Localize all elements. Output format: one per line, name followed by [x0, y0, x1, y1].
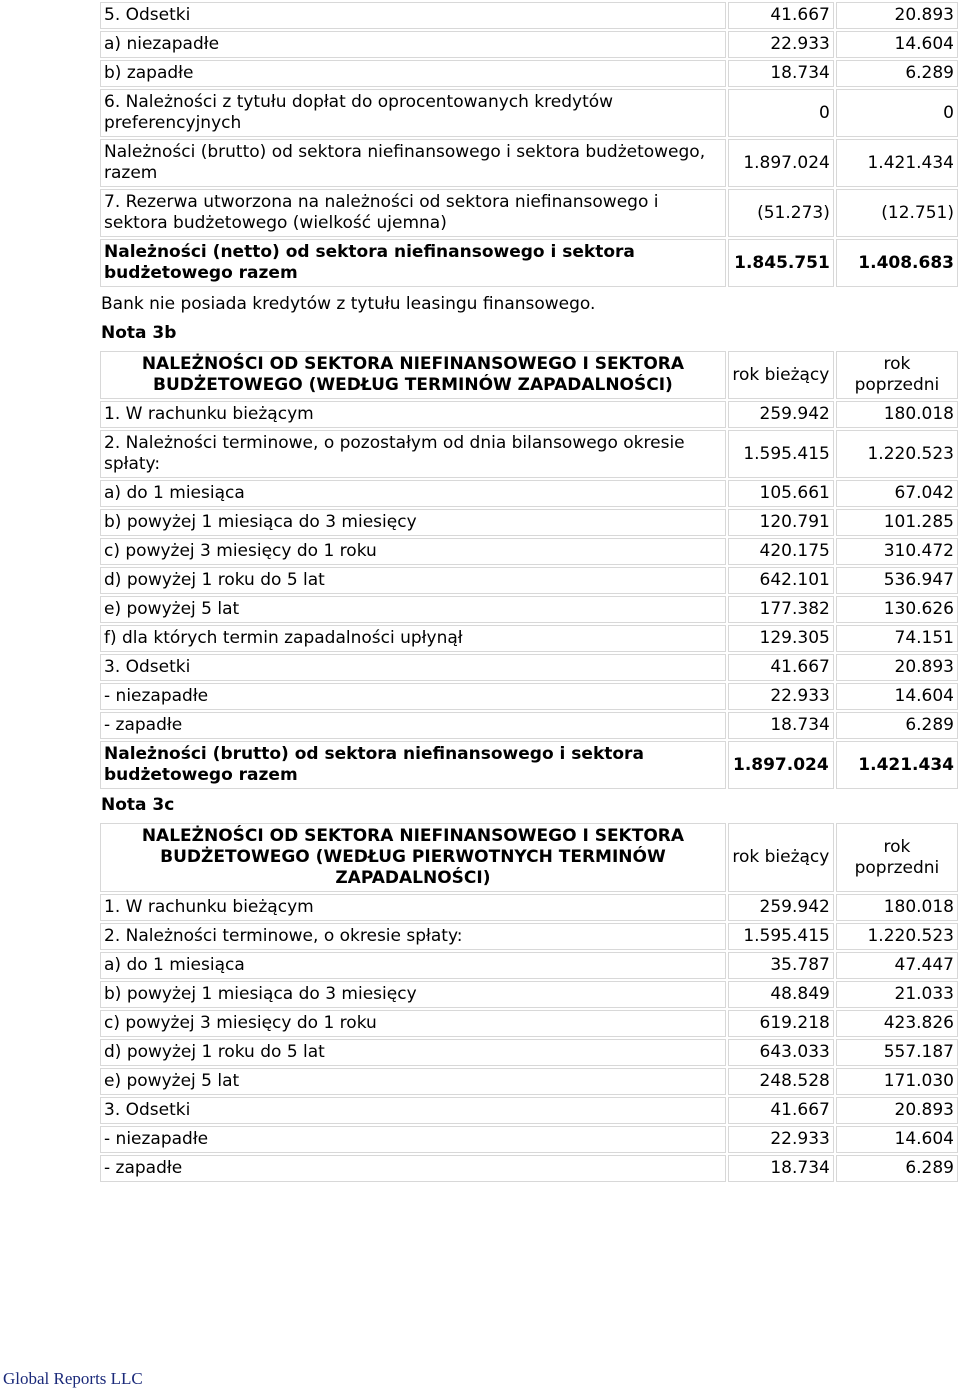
row-label: 1. W rachunku bieżącym [100, 894, 726, 921]
top-table [98, 0, 960, 289]
nota-3c-label: Nota 3c [101, 795, 175, 815]
table-row [100, 538, 958, 565]
table-row [100, 894, 958, 921]
value-current: 41.667 [728, 2, 834, 29]
row-label: e) powyżej 5 lat [100, 1068, 726, 1095]
value-current: 48.849 [728, 981, 834, 1008]
value-previous: 6.289 [836, 712, 958, 739]
column-header-current: rok bieżący [728, 823, 834, 892]
value-current: 18.734 [728, 60, 834, 87]
value-current: 18.734 [728, 1155, 834, 1182]
value-current: 642.101 [728, 567, 834, 594]
table-row [100, 1155, 958, 1182]
column-header-previous: rok poprzedni [836, 351, 958, 399]
value-previous: 180.018 [836, 894, 958, 921]
value-current: 129.305 [728, 625, 834, 652]
table-row-total [100, 239, 958, 287]
table-header-row [100, 351, 958, 399]
nota-3c-table [98, 821, 960, 1184]
value-current: 22.933 [728, 683, 834, 710]
nota-3b-label: Nota 3b [101, 323, 177, 343]
value-previous: 1.408.683 [836, 239, 958, 287]
value-current: 259.942 [728, 401, 834, 428]
row-label: d) powyżej 1 roku do 5 lat [100, 1039, 726, 1066]
table-row [100, 401, 958, 428]
table-row [100, 1039, 958, 1066]
row-label: a) do 1 miesiąca [100, 952, 726, 979]
table-row [100, 139, 958, 187]
value-previous: 171.030 [836, 1068, 958, 1095]
table-row [100, 2, 958, 29]
row-label: e) powyżej 5 lat [100, 596, 726, 623]
value-current: (51.273) [728, 189, 834, 237]
value-previous: 0 [836, 89, 958, 137]
table-row [100, 683, 958, 710]
document-body [98, 0, 960, 1184]
table-row [100, 189, 958, 237]
row-label: 3. Odsetki [100, 1097, 726, 1124]
nota-3b-table [98, 349, 960, 791]
value-previous: 20.893 [836, 654, 958, 681]
table-row [100, 1010, 958, 1037]
row-label: c) powyżej 3 miesięcy do 1 roku [100, 1010, 726, 1037]
column-header-current: rok bieżący [728, 351, 834, 399]
value-previous: 14.604 [836, 683, 958, 710]
row-label: 2. Należności terminowe, o okresie spłaty: [100, 923, 726, 950]
value-previous: (12.751) [836, 189, 958, 237]
value-current: 643.033 [728, 1039, 834, 1066]
row-label: 7. Rezerwa utworzona na należności od sektora niefinansowego i sektora budżetowego (wielkość ujemna) [100, 189, 726, 237]
value-previous: 310.472 [836, 538, 958, 565]
row-label: 1. W rachunku bieżącym [100, 401, 726, 428]
value-previous: 101.285 [836, 509, 958, 536]
value-previous: 6.289 [836, 1155, 958, 1182]
row-label: - niezapadłe [100, 683, 726, 710]
table-row [100, 654, 958, 681]
row-label: c) powyżej 3 miesięcy do 1 roku [100, 538, 726, 565]
column-header-previous: rok poprzedni [836, 823, 958, 892]
value-previous: 130.626 [836, 596, 958, 623]
value-previous: 14.604 [836, 31, 958, 58]
value-previous: 180.018 [836, 401, 958, 428]
row-label: a) do 1 miesiąca [100, 480, 726, 507]
value-current: 18.734 [728, 712, 834, 739]
row-label: f) dla których termin zapadalności upłynął [100, 625, 726, 652]
value-current: 1.897.024 [728, 741, 834, 789]
row-label: b) powyżej 1 miesiąca do 3 miesięcy [100, 981, 726, 1008]
row-label: Należności (brutto) od sektora niefinansowego i sektora budżetowego, razem [100, 139, 726, 187]
value-previous: 20.893 [836, 1097, 958, 1124]
value-current: 1.897.024 [728, 139, 834, 187]
value-current: 259.942 [728, 894, 834, 921]
row-label: - zapadłe [100, 1155, 726, 1182]
row-label: b) zapadłe [100, 60, 726, 87]
row-label: 3. Odsetki [100, 654, 726, 681]
value-current: 35.787 [728, 952, 834, 979]
value-previous: 14.604 [836, 1126, 958, 1153]
table-row [100, 923, 958, 950]
value-previous: 1.220.523 [836, 923, 958, 950]
table-row [100, 31, 958, 58]
value-current: 105.661 [728, 480, 834, 507]
row-label: Należności (netto) od sektora niefinansowego i sektora budżetowego razem [100, 239, 726, 287]
table-row-total [100, 741, 958, 789]
value-current: 1.595.415 [728, 430, 834, 478]
value-previous: 6.289 [836, 60, 958, 87]
value-previous: 47.447 [836, 952, 958, 979]
value-previous: 557.187 [836, 1039, 958, 1066]
value-previous: 536.947 [836, 567, 958, 594]
table-row [100, 567, 958, 594]
value-current: 120.791 [728, 509, 834, 536]
row-label: 5. Odsetki [100, 2, 726, 29]
value-current: 1.845.751 [728, 239, 834, 287]
leasing-note: Bank nie posiada kredytów z tytułu leasingu finansowego. [101, 294, 596, 314]
value-previous: 74.151 [836, 625, 958, 652]
table-row [100, 1126, 958, 1153]
row-label: - niezapadłe [100, 1126, 726, 1153]
table-row [100, 89, 958, 137]
table-row [100, 596, 958, 623]
value-current: 420.175 [728, 538, 834, 565]
row-label: b) powyżej 1 miesiąca do 3 miesięcy [100, 509, 726, 536]
value-previous: 1.220.523 [836, 430, 958, 478]
value-current: 177.382 [728, 596, 834, 623]
value-previous: 21.033 [836, 981, 958, 1008]
row-label: - zapadłe [100, 712, 726, 739]
value-previous: 67.042 [836, 480, 958, 507]
value-current: 41.667 [728, 654, 834, 681]
value-current: 1.595.415 [728, 923, 834, 950]
row-label: 2. Należności terminowe, o pozostałym od dnia bilansowego okresie spłaty: [100, 430, 726, 478]
table-title: NALEŻNOŚCI OD SEKTORA NIEFINANSOWEGO I SEKTORA BUDŻETOWEGO (WEDŁUG PIERWOTNYCH TERMINÓW ZAPADALNOŚCI) [100, 823, 726, 892]
table-row [100, 952, 958, 979]
table-header-row [100, 823, 958, 892]
row-label: 6. Należności z tytułu dopłat do oprocentowanych kredytów preferencyjnych [100, 89, 726, 137]
table-row [100, 1068, 958, 1095]
table-row [100, 625, 958, 652]
table-row [100, 430, 958, 478]
table-title: NALEŻNOŚCI OD SEKTORA NIEFINANSOWEGO I SEKTORA BUDŻETOWEGO (WEDŁUG TERMINÓW ZAPADALNOŚCI) [100, 351, 726, 399]
value-current: 0 [728, 89, 834, 137]
value-previous: 423.826 [836, 1010, 958, 1037]
table-row [100, 712, 958, 739]
value-current: 22.933 [728, 31, 834, 58]
value-previous: 1.421.434 [836, 139, 958, 187]
value-current: 619.218 [728, 1010, 834, 1037]
footer-watermark: Global Reports LLC [3, 1369, 143, 1388]
row-label: a) niezapadłe [100, 31, 726, 58]
value-previous: 20.893 [836, 2, 958, 29]
value-current: 41.667 [728, 1097, 834, 1124]
table-row [100, 1097, 958, 1124]
value-current: 22.933 [728, 1126, 834, 1153]
table-row [100, 480, 958, 507]
table-row [100, 60, 958, 87]
row-label: Należności (brutto) od sektora niefinansowego i sektora budżetowego razem [100, 741, 726, 789]
table-row [100, 509, 958, 536]
table-row [100, 981, 958, 1008]
value-previous: 1.421.434 [836, 741, 958, 789]
row-label: d) powyżej 1 roku do 5 lat [100, 567, 726, 594]
value-current: 248.528 [728, 1068, 834, 1095]
